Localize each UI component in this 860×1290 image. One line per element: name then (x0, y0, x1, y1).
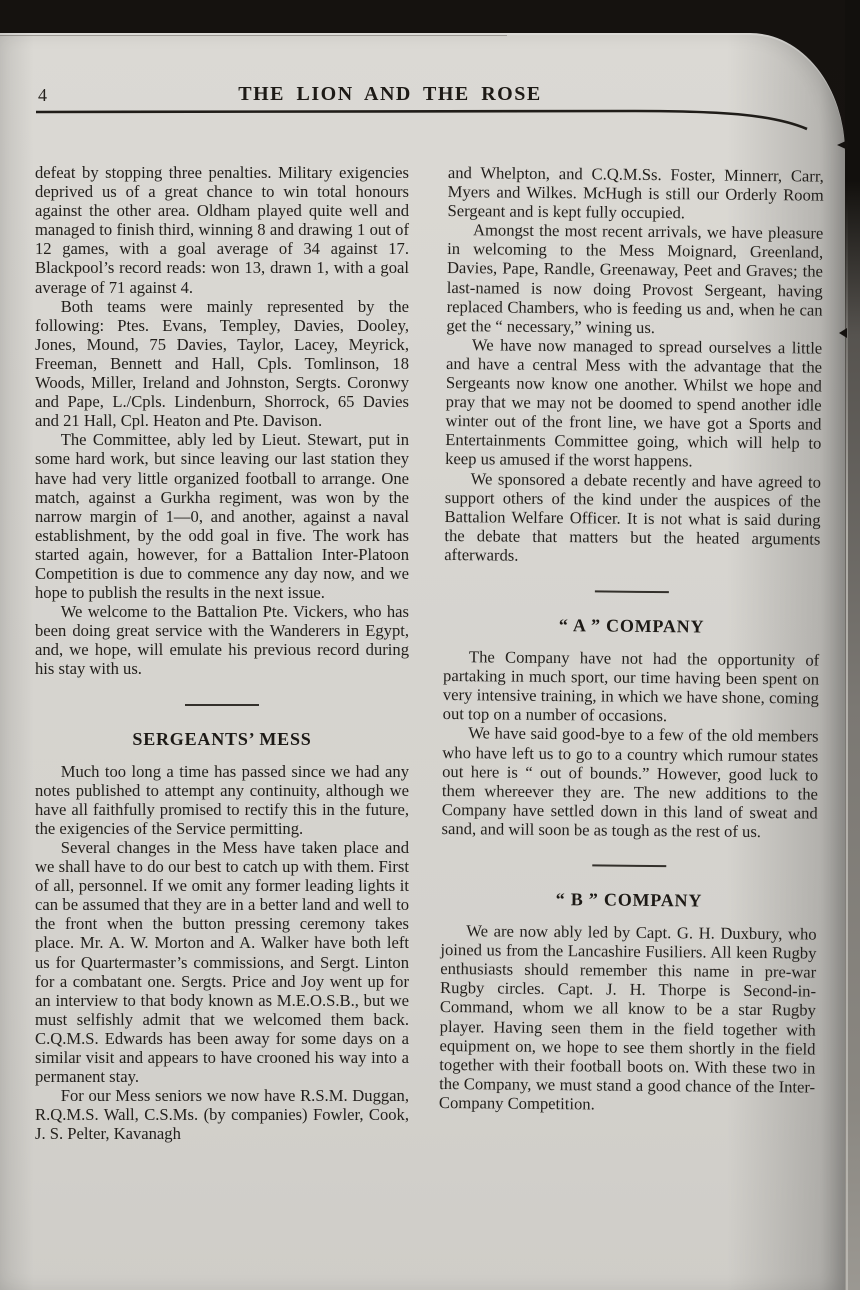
paragraph: defeat by stopping three penalties. Military exigencies deprived us of a great chance to win total honours against the other area. Oldham played quite well and managed to finish third, winning 8 and drawing 1 out of 12 games, with a goal average of 34 against 17. Blackpool’s record reads: won 13, drawn 1, with a goal average of 71 against 4. (35, 163, 409, 297)
paragraph: We sponsored a debate recently and have agreed to support others of the kind under the auspices of the Battalion Welfare Officer. It is not what is said during the debate that matters but the heated arguments afterwards. (444, 468, 822, 565)
section-divider (592, 864, 666, 867)
paragraph: Amongst the most recent arrivals, we have pleasure in welcoming to the Mess Moignard, Greenland, Davies, Pape, Randle, Greenaway, Peet and Graves; the last-named is now doing Provost Sergeant, having replaced Chambers, who is feeding us and, when he can get the “ necessary,” wining us. (446, 220, 824, 337)
right-column (439, 163, 824, 1116)
section-divider (595, 590, 669, 593)
scan-artifact-mark (837, 140, 848, 150)
masthead-title: THE LION AND THE ROSE (238, 83, 542, 105)
paragraph: Much too long a time has passed since we had any notes published to attempt any continuity, although we have all faithfully promised to rectify this in the future, the exigencies of the Service permitting. (35, 761, 409, 838)
page-header (35, 83, 815, 143)
paragraph: Several changes in the Mess have taken place and we shall have to do our best to catch up with them. First of all, personnel. If we omit any former leading lights it can be assumed that they are in a better land and well to the front when the button pressing ceremony takes place. Mr. A. W. Morton and A. Walker have both left us for Quartermaster’s commissions, and Sergt. Linton for a combatant one. Sergts. Price and Joy went up for an interview to that body known as M.E.O.S.B., but we must selfishly admit that we welcomed them back. C.Q.M.S. Edwards has been away for some days on a similar visit and appears to have crooned his way into a permanent stay. (35, 838, 409, 1087)
header-rule (35, 109, 825, 135)
page-number: 4 (38, 85, 47, 105)
sergeants-mess-heading: SERGEANTS’ MESS (132, 728, 312, 749)
paragraph: For our Mess seniors we now have R.S.M. Duggan, R.Q.M.S. Wall, C.S.Ms. (by companies) Fowler, Cook, J. S. Pelter, Kavanagh (35, 1086, 409, 1144)
a-company-heading: “ A ” COMPANY (558, 615, 705, 637)
paragraph: and Whelpton, and C.Q.M.Ss. Foster, Minnerr, Carr, Myers and Wilkes. McHugh is still our Orderly Room Sergeant and is kept fully occupied. (447, 163, 824, 223)
paragraph: We have said good-bye to a few of the old members who have left us to go to a country which rumour states out here is “ out of bounds.” However, good luck to them whereever they are. The new additions to the Company have settled down in this land of sweat and sand, and will soon be as tough as the rest of us. (441, 723, 819, 841)
scan-artifact-mark (839, 328, 847, 338)
underlying-page-edge (846, 200, 848, 1290)
paragraph: We are now ably led by Capt. G. H. Duxbury, who joined us from the Lancashire Fusiliers. All keen Rugby enthusiasts should remember this name in pre-war Rugby circles. Capt. J. H. Thorpe is Second-in-Command, whom we all know to be a star Rugby player. Having seen them in the field together with equipment on, we hope to see them shortly in the field together with their football boots on. With these two in the Company, we must stand a good chance of the Inter-Company Competition. (438, 921, 817, 1114)
section-divider (185, 704, 259, 706)
paragraph: The Company have not had the opportunity of partaking in much sport, our time having been spent on very intensive training, in which we have shone, coming out top on a number of occasions. (442, 647, 820, 726)
left-column (35, 163, 409, 1144)
paragraph: We welcome to the Battalion Pte. Vickers, who has been doing great service with the Wanderers in Egypt, and, we hope, will emulate his previous record during his stay with us. (35, 602, 409, 679)
journal-page (0, 33, 845, 1290)
paragraph: Both teams were mainly represented by the following: Ptes. Evans, Templey, Davies, Dooley, Jones, Mound, 75 Davies, Taylor, Lacey, Meyrick, Freeman, Bennett and Hall, Cpls. Tomlinson, 18 Woods, Miller, Ireland and Johnston, Sergts. Coronwy and Pape, L./Cpls. Lindenburn, Shorrock, 65 Davies and 21 Hall, Cpl. Heaton and Pte. Davison. (35, 296, 409, 431)
b-company-heading: “ B ” COMPANY (555, 889, 703, 911)
paragraph: The Committee, ably led by Lieut. Stewart, put in some hard work, but since leaving our last station they have had very little organized football to arrange. One match, against a Gurkha regiment, was won by the narrow margin of 1—0, and another, against a naval establishment, by the odd goal in five. The work has started again, however, for a Battalion Inter-Platoon Competition is due to commence any day now, and we hope to publish the results in the next issue. (35, 430, 409, 603)
paragraph: We have now managed to spread ourselves a little and have a central Mess with the advantage that the Sergeants now know one another. Whilst we hope and pray that we may not be doomed to spend another idle winter out of the front line, we have got a Sports and Entertainments Committee going, which will help to keep us amused if the worst happens. (445, 335, 823, 471)
